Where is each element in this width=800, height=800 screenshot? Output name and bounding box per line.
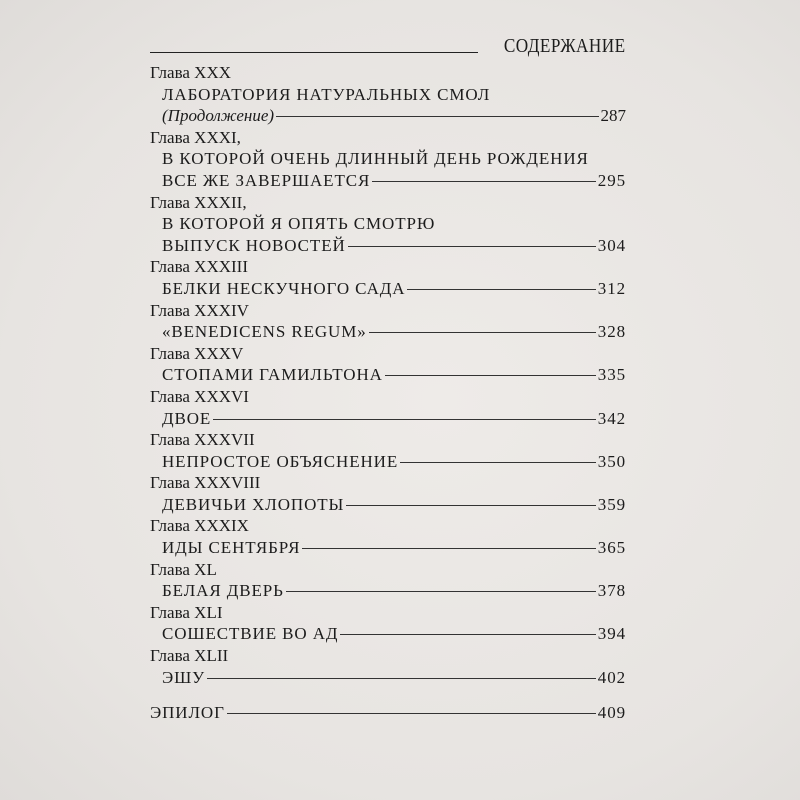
dot-leader bbox=[400, 462, 596, 463]
toc-entry-last-line bbox=[150, 364, 626, 386]
dot-leader bbox=[286, 591, 596, 592]
chapter-title: БЕЛАЯ ДВЕРЬ bbox=[162, 581, 284, 601]
chapter-title: «BENEDICENS REGUM» bbox=[162, 322, 367, 342]
chapter-title: СТОПАМИ ГАМИЛЬТОНА bbox=[162, 365, 383, 385]
page-number: 350 bbox=[597, 451, 626, 471]
page-number: 335 bbox=[597, 365, 626, 385]
toc-entry-epilogue bbox=[150, 702, 626, 724]
dot-leader bbox=[276, 116, 598, 117]
page-number: 394 bbox=[597, 624, 626, 644]
dot-leader bbox=[348, 246, 596, 247]
toc-entry-last-line bbox=[150, 494, 626, 516]
dot-leader bbox=[346, 505, 596, 506]
toc-entry-last-line bbox=[150, 321, 626, 343]
spacer bbox=[150, 688, 626, 702]
page-number: 365 bbox=[597, 538, 626, 558]
chapter-label: Глава XXXIII bbox=[150, 257, 248, 277]
chapter-title: ЛАБОРАТОРИЯ НАТУРАЛЬНЫХ СМОЛ bbox=[162, 84, 491, 104]
chapter-label: Глава XXXVI bbox=[150, 386, 249, 406]
toc-entry-last-line bbox=[150, 580, 626, 602]
toc-entry-last-line bbox=[150, 408, 626, 430]
chapter-title: ЭШУ bbox=[162, 667, 206, 687]
dot-leader bbox=[213, 419, 596, 420]
chapter-label: Глава XXXII, bbox=[150, 192, 247, 212]
chapter-label: Глава XXXI, bbox=[150, 127, 241, 147]
chapter-title: НЕПРОСТОЕ ОБЪЯСНЕНИЕ bbox=[162, 451, 399, 471]
dot-leader bbox=[385, 375, 596, 376]
header-rule bbox=[150, 52, 478, 53]
toc-entry-last-line bbox=[150, 667, 626, 689]
chapter-label: Глава XXXVIII bbox=[150, 473, 261, 493]
dot-leader bbox=[340, 634, 595, 635]
page-number: 295 bbox=[597, 170, 626, 190]
dot-leader bbox=[302, 548, 595, 549]
chapter-label: Глава XLII bbox=[150, 646, 229, 666]
chapter-title: ИДЫ СЕНТЯБРЯ bbox=[162, 538, 301, 558]
toc-entry-last-line bbox=[150, 278, 626, 300]
epilogue-title: ЭПИЛОГ bbox=[150, 703, 225, 723]
chapter-title: ДВОЕ bbox=[162, 408, 212, 428]
page-number: 342 bbox=[597, 408, 626, 428]
dot-leader bbox=[372, 181, 596, 182]
chapter-label: Глава XLI bbox=[150, 602, 223, 622]
toc-entry-last-line bbox=[150, 451, 626, 473]
dot-leader bbox=[369, 332, 596, 333]
chapter-title: (Продолжение) bbox=[162, 106, 275, 126]
toc-entry-last-line bbox=[150, 170, 626, 192]
dot-leader bbox=[227, 713, 596, 714]
chapter-label: Глава XXXIX bbox=[150, 516, 249, 536]
chapter-label: Глава XXXIV bbox=[150, 300, 249, 320]
page-number: 402 bbox=[597, 667, 626, 687]
chapter-title: В КОТОРОЙ Я ОПЯТЬ СМОТРЮ bbox=[162, 214, 436, 234]
page-number: 378 bbox=[597, 581, 626, 601]
chapter-title: СОШЕСТВИЕ ВО АД bbox=[162, 624, 339, 644]
chapter-label: Глава XXXVII bbox=[150, 430, 255, 450]
running-head bbox=[150, 30, 626, 58]
chapter-label: Глава XXXV bbox=[150, 343, 244, 363]
chapter-title: БЕЛКИ НЕСКУЧНОГО САДА bbox=[162, 278, 406, 298]
toc-entry-last-line bbox=[150, 105, 626, 127]
dot-leader bbox=[207, 678, 596, 679]
toc-entry-last-line bbox=[150, 623, 626, 645]
chapter-title: ВЫПУСК НОВОСТЕЙ bbox=[162, 235, 346, 255]
chapter-title: В КОТОРОЙ ОЧЕНЬ ДЛИННЫЙ ДЕНЬ РОЖДЕНИЯ bbox=[162, 149, 589, 169]
page-number: 359 bbox=[597, 494, 626, 514]
page-number: 304 bbox=[597, 235, 626, 255]
dot-leader bbox=[407, 289, 595, 290]
page-number: 328 bbox=[597, 322, 626, 342]
page-number: 312 bbox=[597, 278, 626, 298]
toc-entry-last-line bbox=[150, 235, 626, 257]
page-number: 409 bbox=[597, 703, 626, 723]
page-title: СОДЕРЖАНИЕ bbox=[504, 35, 626, 57]
page-number: 287 bbox=[600, 106, 626, 126]
chapter-title: ДЕВИЧЬИ ХЛОПОТЫ bbox=[162, 494, 345, 514]
toc-entry-last-line bbox=[150, 537, 626, 559]
chapter-label: Глава XL bbox=[150, 559, 217, 579]
chapter-label: Глава XXX bbox=[150, 63, 232, 82]
table-of-contents bbox=[150, 62, 626, 724]
chapter-title: ВСЕ ЖЕ ЗАВЕРШАЕТСЯ bbox=[162, 170, 371, 190]
